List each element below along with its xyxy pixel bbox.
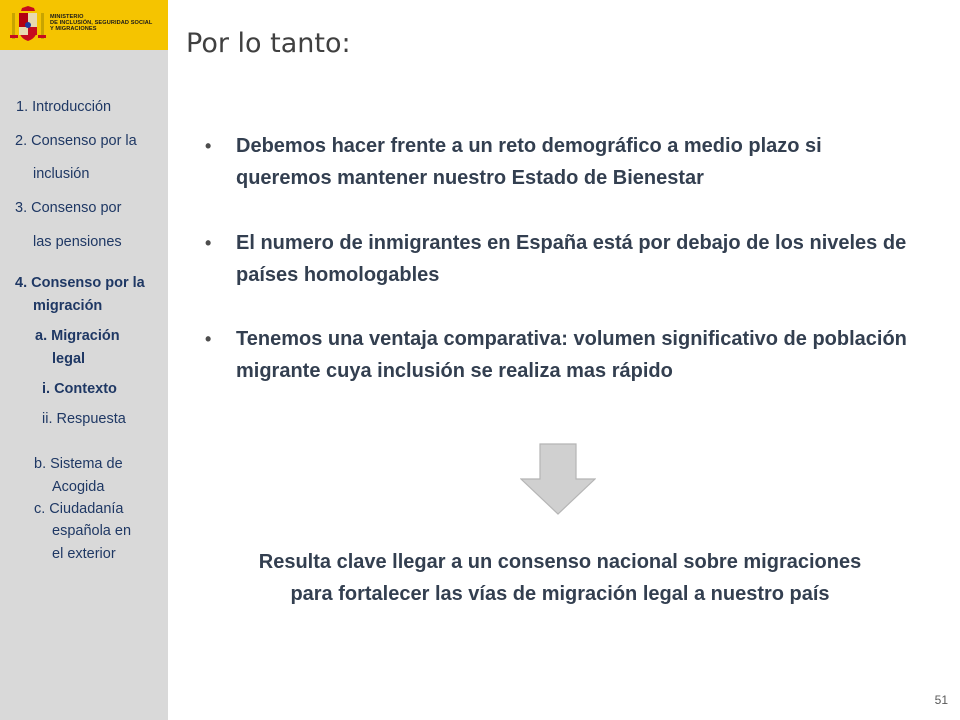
sidebar-item-migracion-legal-cont[interactable]: legal [52, 351, 86, 367]
ministry-line: MINISTERIO [50, 14, 84, 20]
sidebar-item-consenso-pensiones[interactable]: 3. Consenso por [15, 200, 122, 216]
sidebar-item-consenso-inclusion[interactable]: 2. Consenso por la [15, 133, 137, 149]
down-arrow-icon [520, 443, 596, 515]
conclusion-line: para fortalecer las vías de migración legal a nuestro país [290, 583, 830, 605]
sidebar-item-ciudadania[interactable]: c. Ciudadanía [34, 501, 124, 517]
ministry-name [50, 14, 152, 33]
spain-coat-of-arms-icon [9, 5, 47, 45]
bullet-dot-icon: • [205, 329, 212, 349]
sidebar-item-consenso-migracion-cont[interactable]: migración [33, 298, 103, 314]
ministry-logo [0, 0, 168, 50]
bullet-text: Debemos hacer frente a un reto demográfico a medio plazo si queremos mantener nuestro Estado de Bienestar [236, 135, 822, 189]
sidebar-item-consenso-migracion[interactable]: 4. Consenso por la [15, 275, 145, 291]
sidebar-item-respuesta[interactable]: ii. Respuesta [42, 411, 126, 427]
bullet-dot-icon: • [205, 136, 212, 156]
sidebar-item-consenso-inclusion-cont[interactable]: inclusión [33, 166, 90, 182]
conclusion-text [180, 546, 940, 610]
slide-title: Por lo tanto: [186, 28, 351, 59]
sidebar-item-ciudadania-cont[interactable]: española en [52, 523, 132, 539]
page-number: 51 [934, 693, 948, 707]
sidebar-item-introduccion[interactable]: 1. Introducción [16, 99, 112, 115]
sidebar-item-sistema-acogida-cont[interactable]: Acogida [52, 479, 105, 495]
bullet-text: Tenemos una ventaja comparativa: volumen significativo de población migrante cuya inclusión se realiza mas rápido [236, 328, 907, 382]
sidebar [0, 0, 168, 720]
sidebar-item-consenso-pensiones-cont[interactable]: las pensiones [33, 234, 122, 250]
sidebar-item-migracion-legal[interactable]: a. Migración [35, 328, 120, 344]
bullet-text: El numero de inmigrantes en España está por debajo de los niveles de países homologables [236, 232, 907, 286]
sidebar-item-ciudadania-cont2[interactable]: el exterior [52, 546, 116, 562]
conclusion-line: Resulta clave llegar a un consenso nacional sobre migraciones [258, 551, 862, 573]
bullet-dot-icon: • [205, 233, 212, 253]
ministry-line: Y MIGRACIONES [50, 26, 97, 33]
sidebar-item-contexto[interactable]: i. Contexto [42, 381, 117, 397]
sidebar-item-sistema-acogida[interactable]: b. Sistema de [34, 456, 123, 472]
ministry-line: DE INCLUSIÓN, SEGURIDAD SOCIAL [50, 20, 153, 27]
